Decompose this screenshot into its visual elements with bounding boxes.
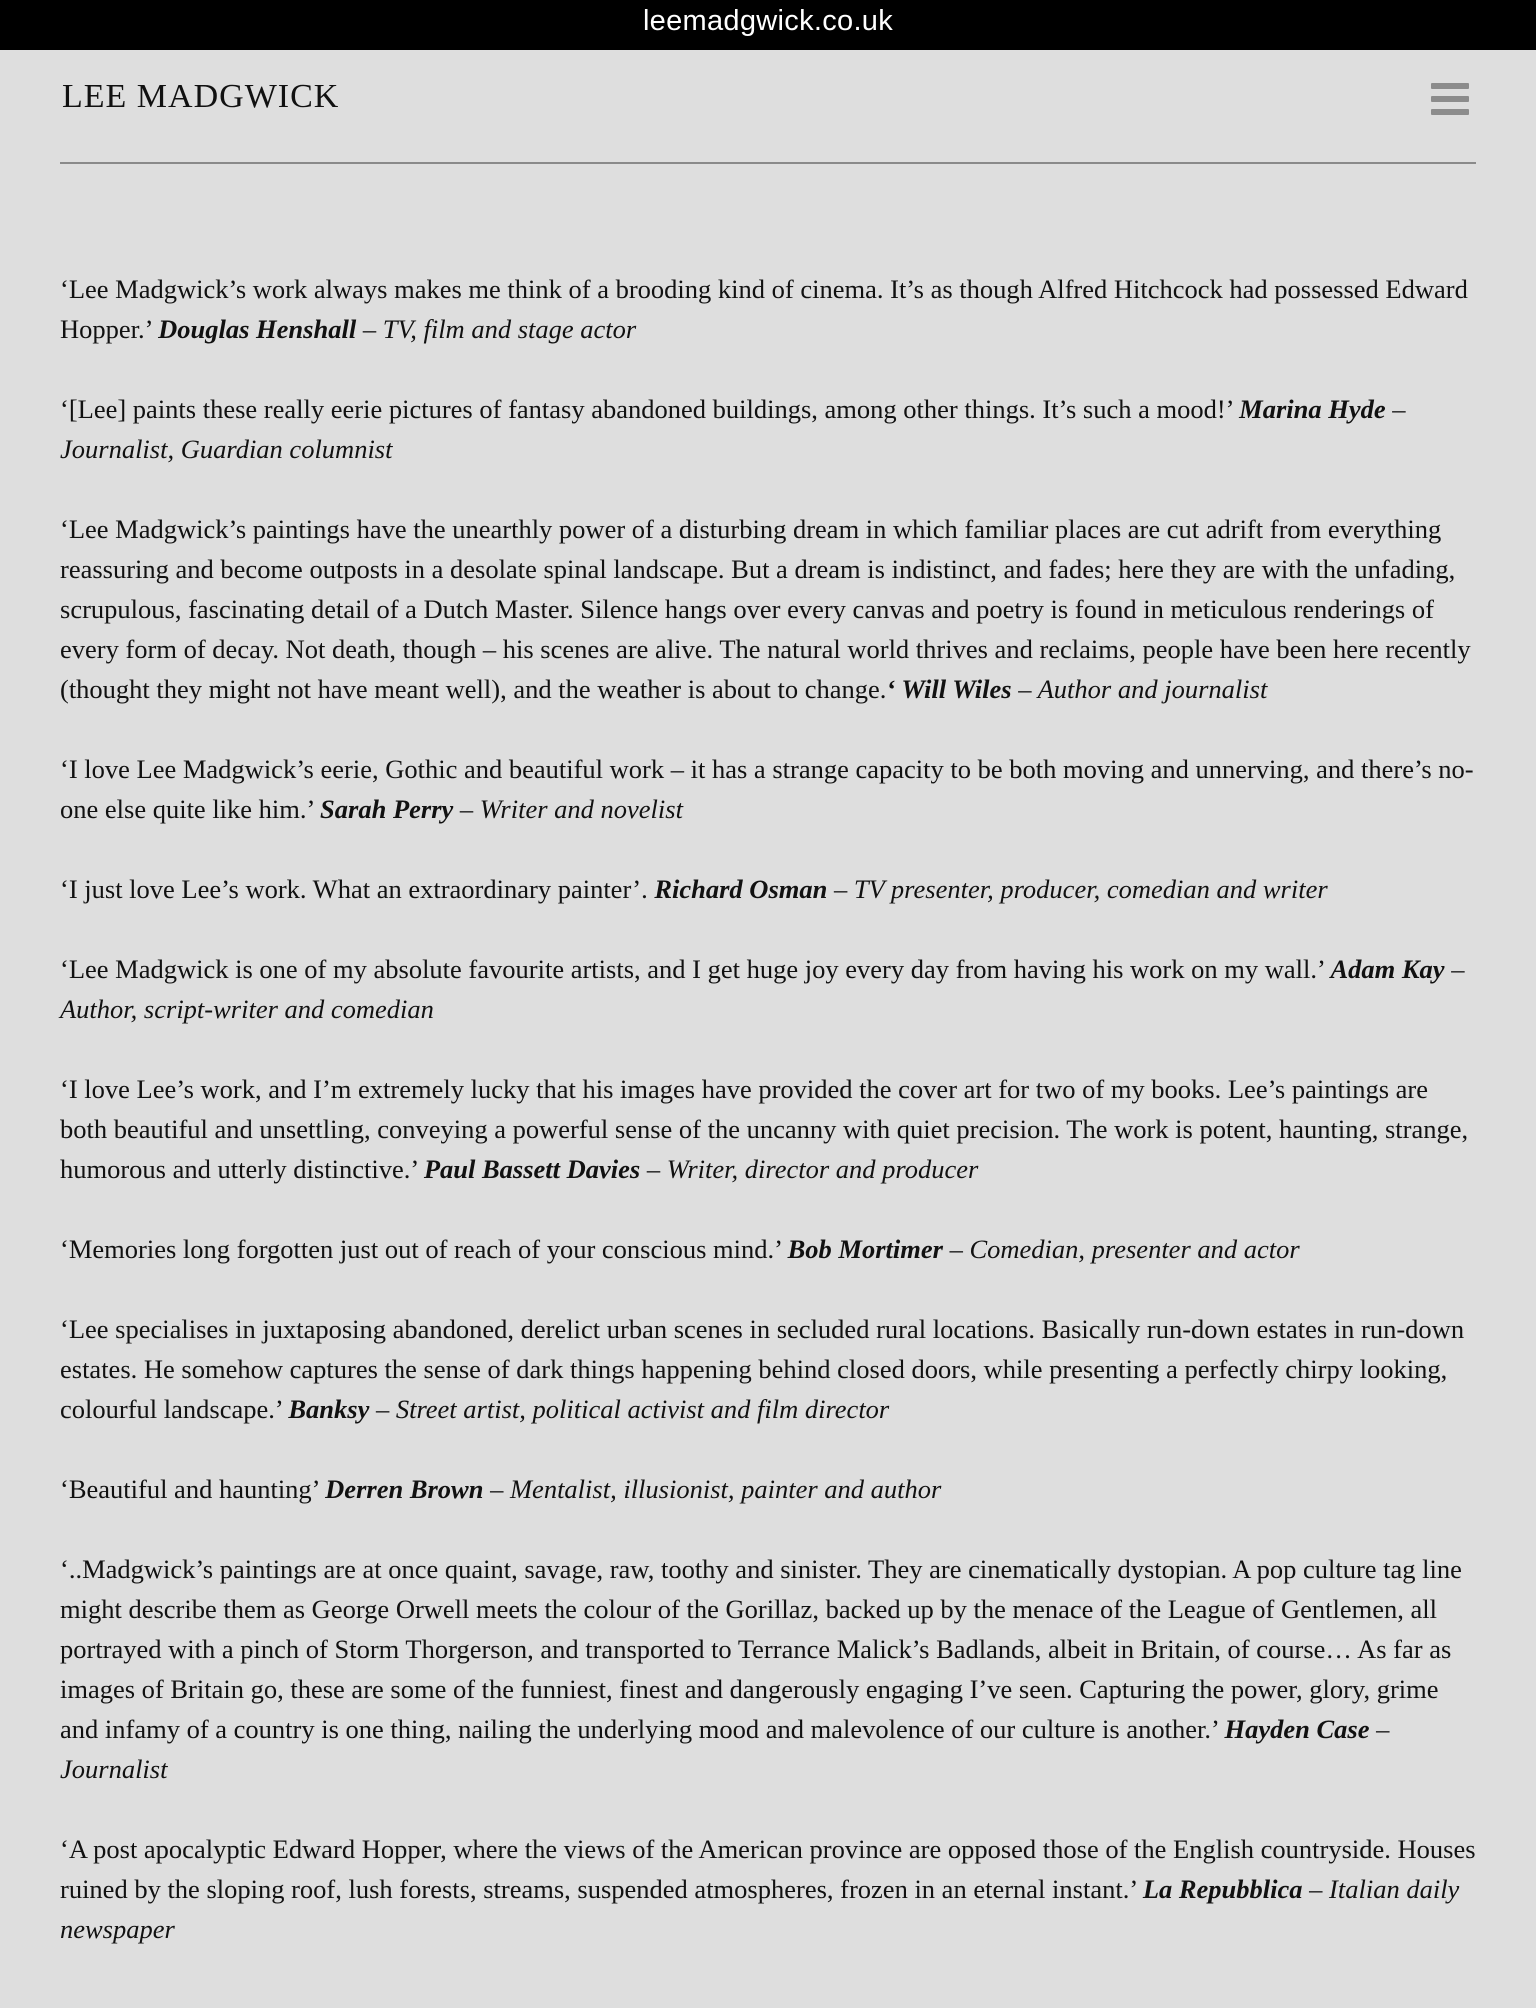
menu-bar-middle [1431,96,1469,102]
testimonial-quote [60,869,1480,909]
quote-text: ‘Beautiful and haunting’ [60,1474,326,1504]
quote-author-role: – Journalist [60,1714,1390,1784]
testimonial-quote [60,1309,1480,1429]
testimonial-quote [60,749,1480,829]
quote-text: ‘Lee Madgwick is one of my absolute favourite artists, and I get huge joy every day from having his work on my wall.’ [60,954,1331,984]
testimonial-quote [60,1829,1480,1949]
testimonial-quote [60,389,1480,469]
quote-text: ‘Memories long forgotten just out of reach of your conscious mind.’ [60,1234,788,1264]
quote-author-role: – Comedian, presenter and actor [942,1234,1300,1264]
quote-author: La Repubblica [1142,1874,1303,1904]
quote-text: ‘..Madgwick’s paintings are at once quaint, savage, raw, toothy and sinister. They are cinematically dystopian. A pop culture tag line might describe them as George Orwell meets the colour of the Gorillaz, backed up by the menace of the League of Gentlemen, all portrayed with a pinch of Storm Thorgerson, and transported to Terrance Malick’s Badlands, albeit in Britain, of course… As far as images of Britain go, these are some of the funniest, finest and dangerously engaging I’ve seen. Capturing the power, glory, grime and infamy of a country is one thing, nailing the underlying mood and malevolence of our culture is another.’ [60,1554,1462,1744]
quote-author-role: – Street artist, political activist and film director [369,1394,890,1424]
quote-author: Richard Osman [654,874,828,904]
quote-author-role: – TV, film and stage actor [356,314,637,344]
testimonials-list [60,269,1480,1989]
testimonial-quote [60,1069,1480,1189]
quote-text: ‘Lee Madgwick’s work always makes me think of a brooding kind of cinema. It’s as though Alfred Hitchcock had possessed Edward Hopper.’ [60,274,1468,344]
quote-author: Derren Brown [325,1474,484,1504]
quote-text: ‘I love Lee’s work, and I’m extremely lucky that his images have provided the cover art for two of my books. Lee’s paintings are both beautiful and unsettling, conveying a powerful sense of the uncanny with quiet precision. The work is potent, haunting, strange, humorous and utterly distinctive.’ [60,1074,1469,1184]
testimonial-quote [60,1229,1480,1269]
quote-text: ‘I just love Lee’s work. What an extraordinary painter’. [60,874,655,904]
quote-author: ‘ Will Wiles [886,674,1012,704]
quote-text: ‘A post apocalyptic Edward Hopper, where the views of the American province are opposed those of the English countryside. Houses ruined by the sloping roof, lush forests, streams, suspended atmospheres, frozen in an eternal instant.’ [60,1834,1476,1904]
testimonial-quote [60,509,1480,709]
quote-author-role: – Writer, director and producer [640,1154,979,1184]
quote-text: ‘Lee Madgwick’s paintings have the unearthly power of a disturbing dream in which familiar places are cut adrift from everything reassuring and become outposts in a desolate spinal landscape. But a dream is indistinct, and fades; here they are with the unfading, scrupulous, fascinating detail of a Dutch Master. Silence hangs over every canvas and poetry is found in meticulous renderings of every form of decay. Not death, though – his scenes are alive. The natural world thrives and reclaims, people have been here recently (thought they might not have meant well), and the weather is about to change. [60,514,1471,704]
menu-bar-top [1431,83,1469,89]
testimonial-quote [60,949,1480,1029]
quote-author-role: – Author, script-writer and comedian [60,954,1465,1024]
quote-author: Banksy [288,1394,370,1424]
quote-author: Douglas Henshall [158,314,357,344]
quote-author-role: – Mentalist, illusionist, painter and author [483,1474,942,1504]
quote-author-role: – Writer and novelist [453,794,683,824]
testimonial-quote [60,1469,1480,1509]
browser-url-bar[interactable]: leemadgwick.co.uk [0,0,1536,50]
site-header [60,50,1476,164]
quote-author: Paul Bassett Davies [423,1154,641,1184]
quote-text: ‘I love Lee Madgwick’s eerie, Gothic and beautiful work – it has a strange capacity to be both moving and unnerving, and there’s no-one else quite like him.’ [60,754,1474,824]
quote-author: Hayden Case [1224,1714,1370,1744]
site-title[interactable]: LEE MADGWICK [62,78,340,115]
quote-author: Marina Hyde [1239,394,1386,424]
quote-text: ‘[Lee] paints these really eerie pictures of fantasy abandoned buildings, among other things. It’s such a mood!’ [60,394,1240,424]
quote-author: Sarah Perry [320,794,454,824]
quote-author-role: – Italian daily newspaper [60,1874,1460,1944]
quote-text: ‘Lee specialises in juxtaposing abandoned, derelict urban scenes in secluded rural locations. Basically run-down estates in run-down estates. He somehow captures the sense of dark things happening behind closed doors, while presenting a perfectly chirpy looking, colourful landscape.’ [60,1314,1465,1424]
quote-author: Adam Kay [1330,954,1445,984]
quote-author: Bob Mortimer [787,1234,943,1264]
testimonial-quote [60,1549,1480,1789]
menu-bar-bottom [1431,109,1469,115]
hamburger-menu-icon[interactable] [1431,83,1469,115]
quote-author-role: – Journalist, Guardian columnist [60,394,1406,464]
testimonial-quote [60,269,1480,349]
quote-author-role: – Author and journalist [1011,674,1268,704]
quote-author-role: – TV presenter, producer, comedian and writer [827,874,1328,904]
